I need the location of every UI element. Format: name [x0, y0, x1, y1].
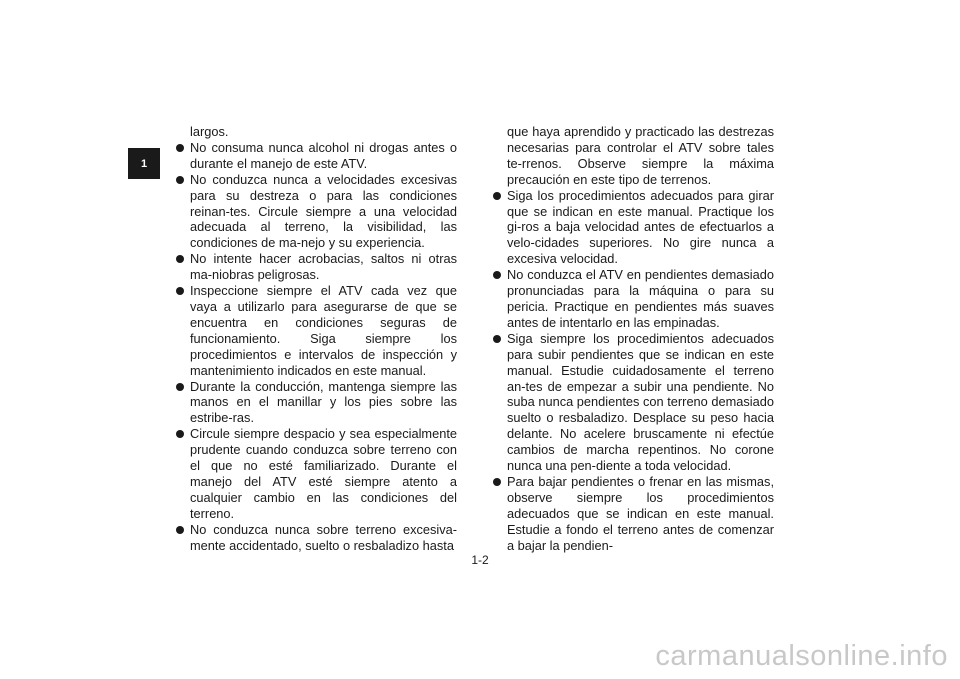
bullet-icon: [493, 335, 501, 343]
bullet-icon: [493, 271, 501, 279]
bullet-list: [176, 140, 457, 554]
chapter-tab: 1: [128, 148, 160, 179]
bullet-icon: [493, 192, 501, 200]
list-item: [176, 426, 457, 521]
continuation-text: largos.: [190, 124, 229, 139]
list-item-text: No conduzca nunca a velocidades excesivas para su destreza o para las condiciones reinan-tes. Circule siempre a una velocidad adecuada al terreno, la visibilidad, las condiciones de ma-nejo y su experiencia.: [190, 171, 457, 251]
bullet-list: [493, 188, 774, 554]
bullet-icon: [176, 430, 184, 438]
list-item: [176, 172, 457, 252]
list-item-text: No intente hacer acrobacias, saltos ni otras ma-niobras peligrosas.: [190, 251, 457, 283]
bullet-icon: [176, 287, 184, 295]
list-item: [176, 379, 457, 427]
list-item: [493, 267, 774, 331]
list-item: [176, 140, 457, 172]
list-item: [493, 188, 774, 268]
list-item-text: Siga los procedimientos adecuados para girar que se indican en este manual. Practique los gi-ros a baja velocidad antes de efectuarlos a velo-cidades superiores. No gire nunca a excesiva velocidad.: [507, 187, 774, 267]
list-item: [176, 283, 457, 378]
bullet-icon: [176, 144, 184, 152]
list-item: [176, 251, 457, 283]
right-column: [493, 124, 774, 553]
left-column: [176, 124, 457, 553]
continuation-text: que haya aprendido y practicado las destrezas necesarias para controlar el ATV sobre tales te-rrenos. Observe siempre la máxima precaución en este tipo de terrenos.: [507, 124, 774, 187]
watermark[interactable]: carmanualsonline.info: [655, 640, 948, 672]
list-item: [176, 522, 457, 554]
bullet-icon: [176, 176, 184, 184]
bullet-icon: [176, 383, 184, 391]
list-item: [493, 474, 774, 554]
list-item-text: Durante la conducción, mantenga siempre las manos en el manillar y los pies sobre las estribe-ras.: [190, 378, 457, 426]
list-item-text: Circule siempre despacio y sea especialmente prudente cuando conduzca sobre terreno con el que no esté familiarizado. Durante el manejo del ATV esté siempre atento a cualquier cambio en las condiciones del terreno.: [190, 426, 457, 521]
list-item-text: Para bajar pendientes o frenar en las mismas, observe siempre los procedimientos adecuados que se indican en este manual. Estudie a fondo el terreno antes de comenzar a bajar la pendien-: [507, 473, 774, 553]
list-item-text: No conduzca nunca sobre terreno excesiva-mente accidentado, suelto o resbaladizo hasta: [190, 521, 457, 553]
bullet-icon: [176, 255, 184, 263]
list-item-text: Inspeccione siempre el ATV cada vez que vaya a utilizarlo para asegurarse de que se encuentra en condiciones seguras de funcionamiento. Siga siempre los procedimientos e intervalos de inspección y mantenimiento indicados en este manual.: [190, 283, 457, 378]
page-number: 1-2: [471, 553, 489, 567]
bullet-icon: [493, 478, 501, 486]
list-item-text: No conduzca el ATV en pendientes demasiado pronunciadas para la máquina o para su pericia. Practique en pendientes más suaves antes de intentarlo en las empinadas.: [507, 267, 774, 330]
list-item: [493, 331, 774, 474]
list-item-text: No consuma nunca alcohol ni drogas antes o durante el manejo de este ATV.: [190, 139, 457, 171]
bullet-icon: [176, 526, 184, 534]
list-item-text: Siga siempre los procedimientos adecuados para subir pendientes que se indican en este manual. Estudie cuidadosamente el terreno an-tes de empezar a subir una pendiente. No suba nunca pendientes con terreno demasiado suelto o resbaladizo. Desplace su peso hacia delante. No acelere bruscamente ni efectúe cambios de marcha repentinos. No corone nunca una pen-diente a toda velocidad.: [507, 330, 774, 474]
